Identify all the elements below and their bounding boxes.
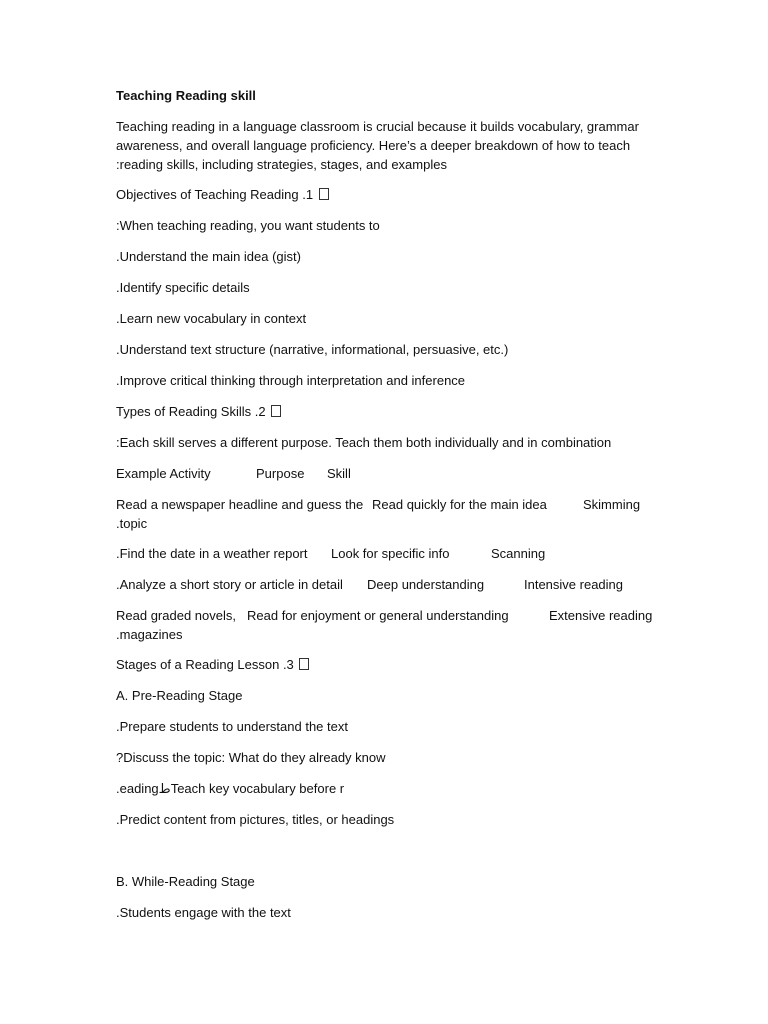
stage-a-item: .Predict content from pictures, titles, or headings bbox=[116, 812, 395, 827]
stage-b-item: .Students engage with the text bbox=[116, 905, 291, 920]
document-title: Teaching Reading skill bbox=[116, 88, 256, 103]
table-cell-purpose: Deep understanding bbox=[367, 577, 485, 592]
stage-a-item: .Prepare students to understand the text bbox=[116, 719, 348, 734]
missing-glyph-icon bbox=[299, 658, 309, 670]
section2-heading bbox=[116, 402, 281, 421]
missing-glyph-icon bbox=[319, 188, 329, 200]
section1-lead: :When teaching reading, you want students to bbox=[116, 218, 380, 233]
table-cell-purpose: Look for specific info bbox=[331, 546, 450, 561]
section1-item: .Identify specific details bbox=[116, 280, 250, 295]
stage-b-heading: B. While-Reading Stage bbox=[116, 874, 255, 889]
missing-glyph-icon bbox=[271, 405, 281, 417]
section1-item: .Understand text structure (narrative, informational, persuasive, etc.) bbox=[116, 342, 509, 357]
section1-heading-text: Objectives of Teaching Reading .1 bbox=[116, 187, 314, 202]
stage-a-heading: A. Pre-Reading Stage bbox=[116, 688, 243, 703]
table-cell-activity: Read a newspaper headline and guess the bbox=[116, 497, 364, 512]
table-cell-activity-cont: .magazines bbox=[116, 627, 183, 642]
table-cell-activity: .Analyze a short story or article in detail bbox=[116, 577, 343, 592]
section3-heading-text: Stages of a Reading Lesson .3 bbox=[116, 657, 294, 672]
table-header-activity: Example Activity bbox=[116, 466, 211, 481]
section2-heading-text: Types of Reading Skills .2 bbox=[116, 404, 266, 419]
section1-heading bbox=[116, 185, 329, 204]
intro-paragraph: Teaching reading in a language classroom is crucial because it builds vocabulary, grammar awareness, and overall language proficiency. Here’s a deeper breakdown of how to teach :reading skills, including strategies, stages, and examples bbox=[116, 119, 639, 172]
table-header-purpose: Purpose bbox=[256, 466, 305, 481]
table-cell-purpose: Read for enjoyment or general understanding bbox=[247, 608, 509, 623]
section2-lead: :Each skill serves a different purpose. Teach them both individually and in combination bbox=[116, 435, 612, 450]
table-cell-skill: Intensive reading bbox=[524, 577, 624, 592]
table-cell-activity: .Find the date in a weather report bbox=[116, 546, 308, 561]
table-cell-skill: Skimming bbox=[583, 497, 641, 512]
section3-heading bbox=[116, 655, 309, 674]
table-cell-purpose: Read quickly for the main idea bbox=[372, 497, 547, 512]
stage-a-item: ?Discuss the topic: What do they already know bbox=[116, 750, 386, 765]
table-header-skill: Skill bbox=[327, 466, 351, 481]
table-cell-skill: Extensive reading bbox=[549, 608, 653, 623]
stage-a-item: .eadingطTeach key vocabulary before r bbox=[116, 781, 345, 796]
table-cell-activity: Read graded novels, bbox=[116, 608, 236, 623]
section1-item: .Understand the main idea (gist) bbox=[116, 249, 301, 264]
section1-item: .Learn new vocabulary in context bbox=[116, 311, 307, 326]
table-cell-activity-cont: .topic bbox=[116, 516, 148, 531]
table-cell-skill: Scanning bbox=[491, 546, 546, 561]
section1-item: .Improve critical thinking through interpretation and inference bbox=[116, 373, 466, 388]
